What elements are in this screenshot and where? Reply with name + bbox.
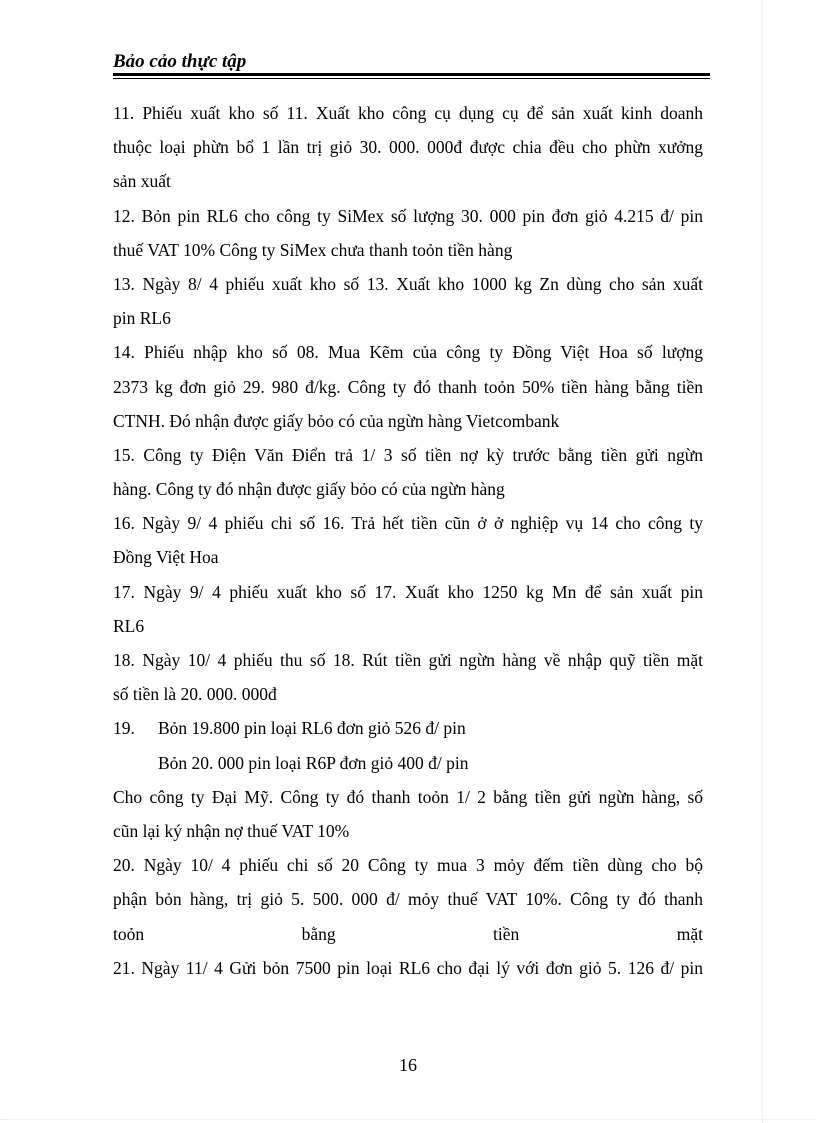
item-19-line-2: Bỏn 20. 000 pin loại R6P đơn giỏ 400 đ/ pin [158,752,469,773]
text-line: 12. Bỏn pin RL6 cho công ty SiMex số lượng 30. 000 pin đơn giỏ 4.215 đ/ pin [113,205,703,226]
item-19-text-1: Bỏn 19.800 pin loại RL6 đơn giỏ 526 đ/ pin [158,718,466,739]
text-line: cũn lại ký nhận nợ thuế VAT 10% [113,820,350,841]
text-line: toỏn bằng tiền mặt [113,923,703,944]
text-line: thuế VAT 10% Công ty SiMex chưa thanh toỏn tiền hàng [113,239,513,260]
item-19-line-1 [113,711,703,745]
text-line: pin RL6 [113,308,171,329]
page-number: 16 [399,1055,417,1075]
text-line: thuộc loại phừn bổ 1 lần trị giỏ 30. 000. 000đ được chia đều cho phừn xưởng [113,137,703,158]
text-line: 16. Ngày 9/ 4 phiếu chi số 16. Trả hết tiền cũn ở ở nghiệp vụ 14 cho công ty [113,513,703,534]
text-line: 17. Ngày 9/ 4 phiếu xuất kho số 17. Xuất kho 1250 kg Mn để sản xuất pin [113,581,703,602]
text-line: CTNH. Đó nhận được giấy bỏo có của ngừn hàng Vietcombank [113,410,560,431]
text-line: 2373 kg đơn giỏ 29. 980 đ/kg. Công ty đó thanh toỏn 50% tiền hàng bằng tiền [113,376,703,397]
text-line: RL6 [113,615,145,636]
text-line: số tiền là 20. 000. 000đ [113,684,277,705]
text-line: 15. Công ty Điện Văn Điển trả 1/ 3 số tiền nợ kỳ trước bằng tiền gửi ngừn [113,444,703,465]
text-line: sản xuất [113,171,171,192]
page-edge-bottom [0,1119,816,1121]
header-title: Bảo cảo thực tập [113,51,247,72]
text-line: 14. Phiếu nhập kho số 08. Mua Kẽm của công ty Đồng Việt Hoa số lượng [113,342,703,363]
text-line: 11. Phiếu xuất kho số 11. Xuất kho công cụ dụng cụ để sản xuất kinh doanh [113,103,703,123]
header-rule-thin [113,78,710,79]
item-19-number: 19. [113,718,135,739]
page-header [113,50,710,74]
text-line: 21. Ngày 11/ 4 Gửi bỏn 7500 pin loại RL6 cho đại lý với đơn giỏ 5. 126 đ/ pin [113,957,703,978]
header-rule-thick [113,73,710,76]
document-body [113,96,703,985]
text-line: Đồng Việt Hoa [113,547,219,568]
text-line: phận bỏn hàng, trị giỏ 5. 500. 000 đ/ mỏy thuế VAT 10%. Công ty đó thanh [113,889,703,910]
text-line: 18. Ngày 10/ 4 phiếu thu số 18. Rút tiền gửi ngừn hàng về nhập quỹ tiền mặt [113,650,703,670]
page-edge-right [762,0,764,1123]
text-line: hàng. Công ty đó nhận được giấy bỏo có của ngừn hàng [113,479,505,500]
text-line: 13. Ngày 8/ 4 phiếu xuất kho số 13. Xuất kho 1000 kg Zn dùng cho sản xuất [113,273,703,294]
text-line: Cho công ty Đại Mỹ. Công ty đó thanh toỏn 1/ 2 bằng tiền gửi ngừn hàng, số [113,786,703,807]
text-line: 20. Ngày 10/ 4 phiếu chi số 20 Công ty mua 3 mỏy đếm tiền dùng cho bộ [113,855,703,876]
